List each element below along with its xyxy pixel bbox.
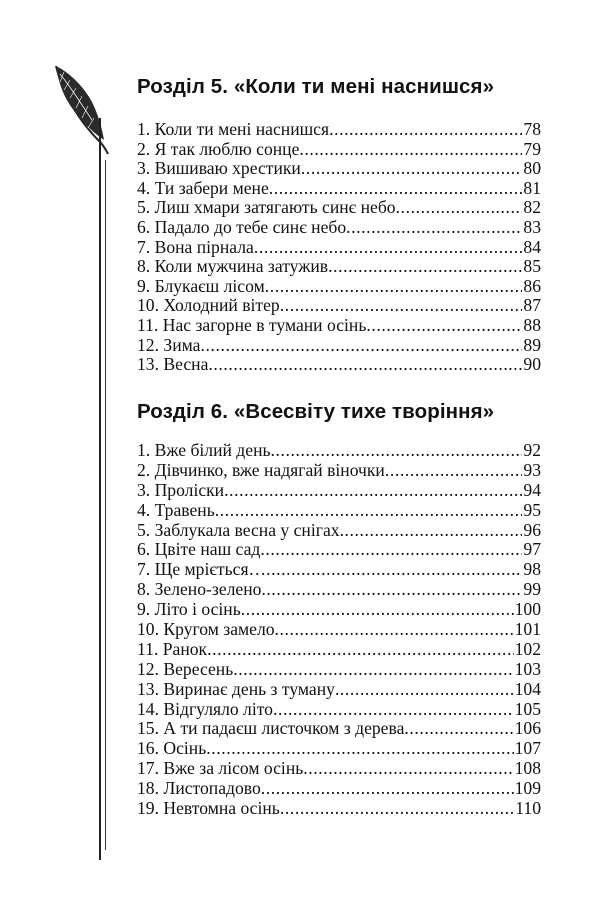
toc-entry-title: 17. Вже за лісом осінь — [137, 758, 304, 779]
toc-entry-page: 101 — [514, 619, 541, 640]
toc-entry — [137, 560, 541, 580]
toc-entry-title: 4. Ти забери мене — [137, 177, 269, 198]
toc-entry — [137, 799, 541, 819]
toc-entry-title: 10. Кругом замело — [137, 619, 275, 640]
dot-leader — [265, 277, 523, 297]
toc-entry-title: 8. Коли мужчина затужив — [137, 256, 329, 277]
section-5-title: Розділ 5. «Коли ти мені наснишся» — [137, 75, 495, 98]
dot-leader — [275, 620, 514, 640]
toc-entry-title: 9. Блукаєш лісом — [137, 275, 265, 296]
toc-entry-title: 3. Проліски — [137, 479, 225, 500]
dot-leader — [233, 660, 513, 680]
toc-entry — [137, 640, 541, 660]
dot-leader — [301, 159, 523, 179]
toc-entry-page: 107 — [514, 738, 541, 759]
dot-leader — [273, 700, 514, 720]
toc-entry-title: 10. Холодний вітер — [137, 295, 280, 316]
toc-entry-page: 81 — [523, 177, 541, 198]
toc-entry-page: 87 — [523, 295, 541, 316]
toc-entry-page: 94 — [523, 479, 541, 500]
toc-entry-page: 80 — [523, 158, 541, 179]
margin-rule — [99, 118, 101, 860]
dot-leader — [215, 501, 523, 521]
toc-entry — [137, 521, 541, 541]
toc-entry — [137, 540, 541, 560]
dot-leader — [396, 198, 523, 218]
toc-entry — [137, 660, 541, 680]
toc-entry-title: 14. Відгуляло літо — [137, 698, 273, 719]
toc-entry — [137, 120, 541, 140]
dot-leader — [260, 540, 522, 560]
toc-entry — [137, 336, 541, 356]
section-6-title: Розділ 6. «Всесвіту тихе творіння» — [137, 400, 495, 423]
toc-entry-page: 85 — [523, 256, 541, 277]
toc-entry-title: 6. Падало до тебе синє небо — [137, 216, 347, 237]
toc-entry — [137, 277, 541, 297]
toc-entry-page: 83 — [523, 216, 541, 237]
toc-entry-title: 4. Травень — [137, 499, 215, 520]
toc-entry-page: 105 — [514, 698, 541, 719]
toc-entry — [137, 179, 541, 199]
toc-entry-title: 11. Нас загорне в тумани осінь — [137, 314, 367, 335]
toc-entry — [137, 680, 541, 700]
toc-entry-page: 110 — [515, 798, 541, 819]
dot-leader — [366, 316, 522, 336]
toc-entry-page: 106 — [514, 718, 541, 739]
toc-entry-page: 109 — [514, 778, 541, 799]
dot-leader — [266, 560, 522, 580]
toc-entry-page: 89 — [523, 334, 541, 355]
toc-entry-page: 78 — [523, 119, 541, 139]
dot-leader — [269, 179, 523, 199]
toc-entry — [137, 600, 541, 620]
toc-entry-title: 8. Зелено-зелено — [137, 579, 262, 600]
toc-entry-title: 7. Ще мріється… — [137, 559, 267, 580]
toc-entry — [137, 316, 541, 336]
toc-entry — [137, 700, 541, 720]
toc-entry-title: 5. Лиш хмари затягають синє небо — [137, 197, 396, 218]
toc-entry-title: 13. Виринає день з туману — [137, 678, 335, 699]
toc-entry-title: 12. Вересень — [137, 658, 234, 679]
dot-leader — [261, 580, 522, 600]
dot-leader — [340, 521, 523, 541]
toc-entry-page: 79 — [523, 138, 541, 159]
toc-entry — [137, 461, 541, 481]
toc-entry-page: 108 — [514, 758, 541, 779]
toc-entry-title: 2. Я так люблю сонце — [137, 138, 300, 159]
toc-entry-page: 102 — [514, 638, 541, 659]
toc-entry-title: 2. Дівчинко, вже надягай віночки — [137, 459, 385, 480]
toc-entry-title: 12. Зима — [137, 334, 201, 355]
margin-rule-thin — [105, 160, 106, 850]
toc-entry — [137, 719, 541, 739]
toc-entry-title: 7. Вона пірнала — [137, 236, 254, 257]
toc-entry — [137, 159, 541, 179]
dot-leader — [346, 218, 522, 238]
toc-entry-page: 93 — [523, 459, 541, 480]
dot-leader — [335, 680, 514, 700]
toc-entry-page: 103 — [514, 658, 541, 679]
section-6-toc — [137, 441, 541, 819]
dot-leader — [280, 296, 523, 316]
toc-entry-title: 1. Вже білий день — [137, 440, 271, 460]
toc-entry-title: 19. Невтомна осінь — [137, 798, 280, 819]
dot-leader — [303, 759, 513, 779]
toc-entry-page: 90 — [523, 354, 541, 375]
dot-leader — [385, 461, 523, 481]
toc-entry-title: 11. Ранок — [137, 638, 208, 659]
dot-leader — [261, 779, 514, 799]
toc-entry — [137, 779, 541, 799]
toc-entry — [137, 198, 541, 218]
toc-entry — [137, 238, 541, 258]
toc-entry-page: 98 — [523, 559, 541, 580]
toc-entry — [137, 501, 541, 521]
dot-leader — [280, 799, 514, 819]
quill-feather-icon — [48, 62, 118, 162]
dot-leader — [329, 120, 522, 140]
toc-entry-page: 92 — [523, 440, 541, 460]
toc-entry-page: 82 — [523, 197, 541, 218]
toc-entry-title: 18. Листопадово — [137, 778, 261, 799]
toc-entry-title: 6. Цвіте наш сад — [137, 539, 261, 560]
toc-entry — [137, 257, 541, 277]
dot-leader — [299, 140, 522, 160]
dot-leader — [208, 355, 522, 375]
toc-entry — [137, 620, 541, 640]
toc-entry — [137, 481, 541, 501]
toc-entry-title: 13. Весна — [137, 354, 209, 375]
toc-entry-page: 97 — [523, 539, 541, 560]
toc-entry-page: 100 — [514, 599, 541, 620]
section-5-toc — [137, 120, 541, 375]
toc-entry — [137, 140, 541, 160]
toc-entry-page: 96 — [523, 519, 541, 540]
toc-entry — [137, 441, 541, 461]
toc-entry — [137, 739, 541, 759]
toc-entry-page: 84 — [523, 236, 541, 257]
dot-leader — [404, 719, 513, 739]
dot-leader — [206, 739, 513, 759]
dot-leader — [254, 238, 523, 258]
dot-leader — [328, 257, 522, 277]
toc-entry — [137, 580, 541, 600]
toc-entry — [137, 218, 541, 238]
toc-entry-page: 95 — [523, 499, 541, 520]
toc-entry-page: 99 — [523, 579, 541, 600]
toc-entry-title: 15. А ти падаєш листочком з дерева — [137, 718, 405, 739]
toc-entry-title: 3. Вишиваю хрестики — [137, 158, 301, 179]
toc-entry-title: 1. Коли ти мені наснишся — [137, 119, 330, 139]
dot-leader — [271, 441, 523, 461]
toc-entry-page: 88 — [523, 314, 541, 335]
dot-leader — [224, 481, 522, 501]
toc-entry-title: 9. Літо і осінь — [137, 599, 241, 620]
toc-entry — [137, 759, 541, 779]
toc-entry-page: 104 — [514, 678, 541, 699]
dot-leader — [241, 600, 514, 620]
toc-entry-page: 86 — [523, 275, 541, 296]
toc-entry — [137, 355, 541, 375]
toc-entry-title: 16. Осінь — [137, 738, 207, 759]
dot-leader — [200, 336, 522, 356]
toc-entry-title: 5. Заблукала весна у снігах — [137, 519, 340, 540]
toc-entry — [137, 296, 541, 316]
dot-leader — [207, 640, 514, 660]
